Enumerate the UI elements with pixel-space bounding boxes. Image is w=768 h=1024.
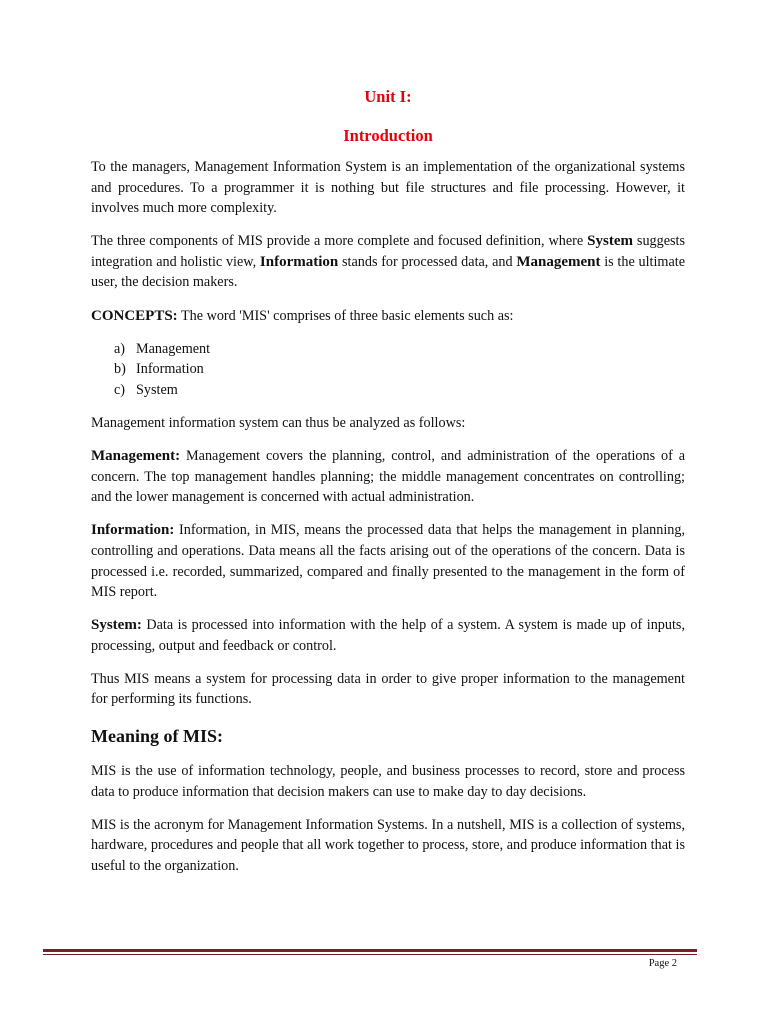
system-term: System	[587, 233, 633, 250]
management-term: Management	[516, 253, 601, 270]
unit-title: Unit I:	[364, 87, 412, 106]
introduction-heading: Introduction	[343, 126, 433, 145]
management-text: Management covers the planning, control, and administration of the operations of a concern. The top management handles planning; the middle management concentrates on controlling; and the lower management is concerned with actual administration.	[91, 448, 685, 506]
management-label: Management:	[91, 448, 181, 465]
list-item	[114, 359, 685, 380]
elements-list	[91, 339, 685, 401]
components-text-2: suggests integration and holistic view,	[91, 233, 686, 270]
concepts-text: The word 'MIS' comprises of three basic elements such as:	[177, 307, 514, 324]
components-text-4: is the ultimate user, the decision makers.	[91, 253, 685, 291]
analyzed-paragraph: Management information system can thus be analyzed as follows:	[91, 414, 466, 431]
list-item-text: Management	[136, 340, 211, 357]
list-item-text: Information	[136, 361, 204, 378]
components-text-3: stands for processed data, and	[338, 253, 517, 270]
information-label: Information:	[91, 522, 175, 539]
list-marker: b)	[114, 361, 126, 378]
management-paragraph	[91, 446, 685, 508]
concepts-paragraph	[91, 306, 685, 327]
components-text-1: The three components of MIS provide a more complete and focused definition, where	[91, 233, 588, 250]
system-paragraph	[91, 615, 685, 656]
list-item-text: System	[136, 381, 178, 398]
footer-rule-thin	[43, 954, 697, 955]
thus-paragraph: Thus MIS means a system for processing data in order to give proper information to the management for performing its functions.	[91, 670, 685, 708]
concepts-label: CONCEPTS:	[91, 307, 178, 324]
meaning-paragraph-1: MIS is the use of information technology, people, and business processes to record, store and process data to produce information that decision makers can use to make day to day decisions.	[91, 763, 685, 800]
meaning-heading: Meaning of MIS:	[91, 726, 223, 747]
system-label: System:	[91, 617, 142, 634]
system-text: Data is processed into information with the help of a system. A system is made up of inputs, processing, output and feedback or control.	[91, 617, 685, 654]
information-text: Information, in MIS, means the processed data that helps the management in planning, controlling and operations. Data means all the facts arising out of the operations of the concern. Data is processed i.e. recorded, summarized, compared and finally presented to the management in the form of MIS report.	[91, 522, 685, 601]
components-paragraph	[91, 231, 685, 293]
list-marker: a)	[114, 340, 126, 357]
list-item	[114, 380, 685, 401]
information-term: Information	[259, 253, 339, 270]
list-marker: c)	[114, 381, 126, 398]
page-number: Page 2	[648, 958, 677, 969]
footer-rule-thick	[43, 949, 697, 952]
intro-paragraph: To the managers, Management Information System is an implementation of the organizational systems and procedures. To a programmer it is nothing but file structures and file processing. However, it involves much more complexity.	[91, 159, 685, 217]
list-item	[114, 339, 685, 360]
information-paragraph	[91, 520, 685, 602]
meaning-paragraph-2: MIS is the acronym for Management Information Systems. In a nutshell, MIS is a collection of systems, hardware, procedures and people that all work together to process, store, and produce information that is useful to the organization.	[91, 816, 685, 874]
page-content	[91, 86, 685, 889]
